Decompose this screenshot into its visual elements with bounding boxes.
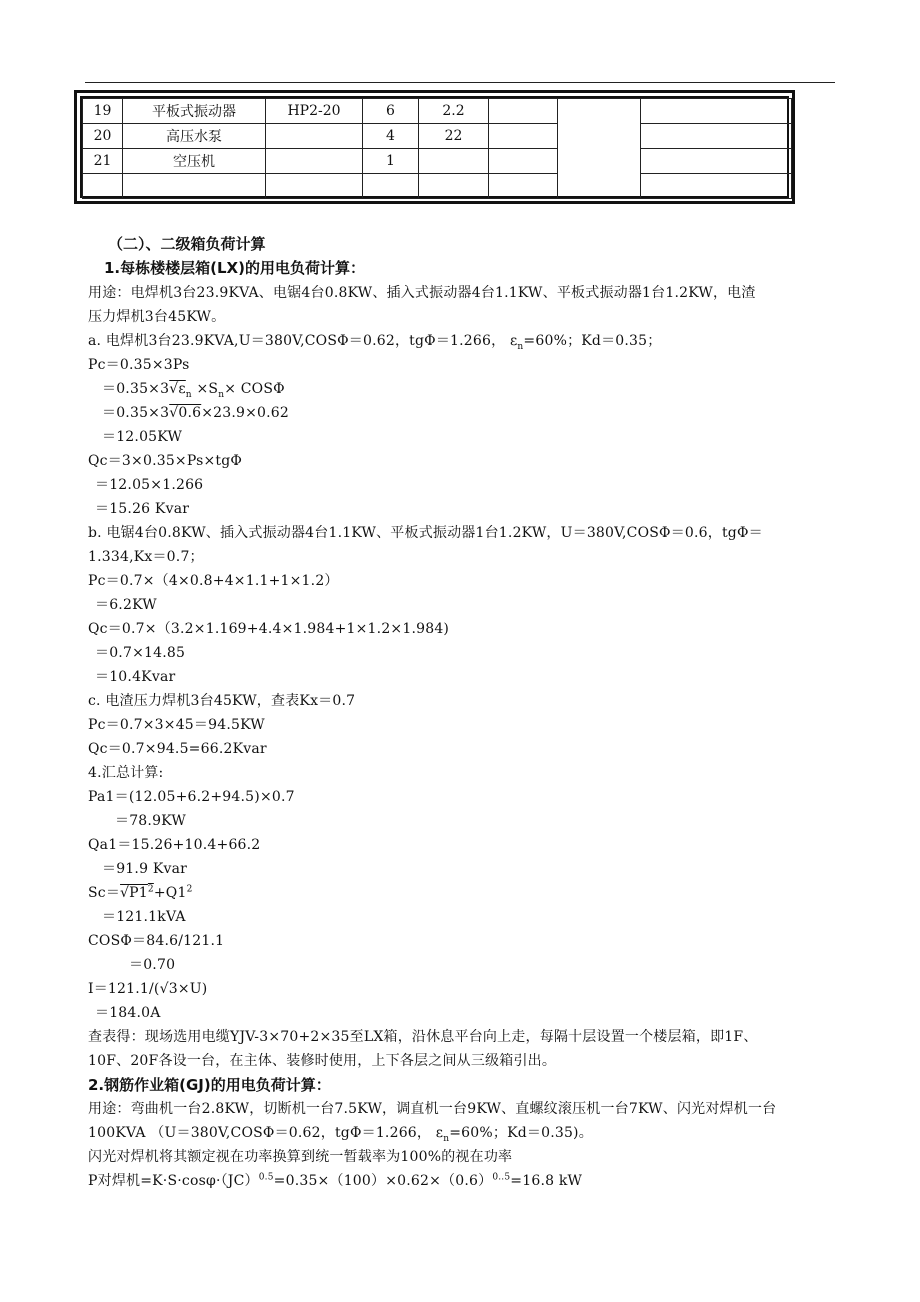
table-cell bbox=[489, 149, 558, 174]
sqrt-term: √ε bbox=[169, 381, 186, 397]
text-line: c. 电渣压力焊机3台45KW，查表Kx＝0.7 bbox=[88, 693, 356, 709]
table-cell: 21 bbox=[83, 149, 123, 174]
table-cell bbox=[641, 174, 792, 199]
table-cell bbox=[266, 149, 363, 174]
text-line: COSΦ＝84.6/121.1 bbox=[88, 933, 225, 949]
table-cell bbox=[123, 174, 266, 199]
table-cell: 2.2 bbox=[419, 99, 489, 124]
text-run: ＝0.35×3 bbox=[102, 381, 170, 397]
text-line: ＝91.9 Kvar bbox=[102, 861, 188, 877]
text-run: ×23.9×0.62 bbox=[201, 405, 290, 421]
text-line: ＝12.05×1.266 bbox=[95, 477, 204, 493]
table-cell bbox=[641, 149, 792, 174]
table-cell bbox=[641, 124, 792, 149]
superscript: 2 bbox=[147, 884, 154, 895]
text-line: 闪光对焊机将其额定视在功率换算到统一暂载率为100%的视在功率 bbox=[88, 1149, 513, 1165]
text-line: ＝184.0A bbox=[95, 1005, 161, 1021]
text-line: 1.334,Kx＝0.7； bbox=[88, 549, 204, 565]
text-line: Qc＝3×0.35×Ps×tgΦ bbox=[88, 453, 243, 469]
table-cell: 高压水泵 bbox=[123, 124, 266, 149]
text-line: ＝12.05KW bbox=[102, 429, 183, 445]
text-line: 10F、20F各设一台，在主体、装修时使用，上下各层之间从三级箱引出。 bbox=[88, 1053, 557, 1069]
text-line: I＝121.1/(√3×U) bbox=[88, 981, 208, 997]
text-line: Pa1＝(12.05+6.2+94.5)×0.7 bbox=[88, 789, 295, 805]
table-cell bbox=[266, 124, 363, 149]
superscript: 0..5 bbox=[492, 1172, 511, 1183]
equipment-table-frame bbox=[74, 90, 795, 204]
text-line: 压力焊机3台45KW。 bbox=[88, 309, 226, 325]
text-line: Pc＝0.7×（4×0.8+4×1.1+1×1.2） bbox=[88, 573, 339, 589]
text-run: =16.8 kW bbox=[510, 1173, 583, 1189]
subsection-title-gj: 2.钢筋作业箱(GJ)的用电负荷计算： bbox=[88, 1076, 331, 1094]
table-cell bbox=[489, 99, 558, 124]
table-row bbox=[83, 124, 792, 149]
subsection-title-lx: 1.每栋楼楼层箱(LX)的用电负荷计算： bbox=[104, 259, 365, 277]
text-line: 查表得：现场选用电缆YJV-3×70+2×35至LX箱，沿休息平台向上走，每隔十层设置一个楼层箱，即1F、 bbox=[88, 1029, 758, 1045]
text-line: Qc＝0.7×94.5=66.2Kvar bbox=[88, 741, 267, 757]
table-cell bbox=[363, 174, 419, 199]
table-cell: 19 bbox=[83, 99, 123, 124]
table-cell bbox=[266, 174, 363, 199]
table-cell: 平板式振动器 bbox=[123, 99, 266, 124]
table-cell-merged bbox=[558, 99, 641, 199]
text-run: ＝0.35×3 bbox=[102, 405, 170, 421]
table-cell bbox=[489, 124, 558, 149]
section-title: （二）、二级箱负荷计算 bbox=[108, 235, 266, 253]
text-line: Pc＝0.35×3Ps bbox=[88, 357, 190, 373]
table-cell: 20 bbox=[83, 124, 123, 149]
text-run: =60%；Kd＝0.35； bbox=[523, 333, 662, 349]
table-cell bbox=[419, 174, 489, 199]
text-line: ＝10.4Kvar bbox=[95, 669, 176, 685]
text-line: 4.汇总计算: bbox=[88, 765, 164, 781]
superscript: 2 bbox=[186, 884, 193, 895]
table-cell bbox=[419, 149, 489, 174]
text-line bbox=[88, 1122, 593, 1144]
subscript: n bbox=[517, 341, 524, 352]
text-run: =0.35×（100）×0.62×（0.6） bbox=[273, 1173, 493, 1189]
text-line: Qc＝0.7×（3.2×1.169+4.4×1.984+1×1.2×1.984) bbox=[88, 621, 450, 637]
text-line bbox=[88, 1170, 582, 1190]
text-line: Qa1＝15.26+10.4+66.2 bbox=[88, 837, 261, 853]
text-run: √P1 bbox=[120, 885, 148, 901]
text-line: ＝0.7×14.85 bbox=[95, 645, 186, 661]
table-cell: 6 bbox=[363, 99, 419, 124]
table-cell: 空压机 bbox=[123, 149, 266, 174]
table-cell bbox=[83, 174, 123, 199]
text-run: 100KVA （U＝380V,COSΦ＝0.62，tgΦ＝1.266， ε bbox=[88, 1125, 444, 1141]
equipment-table-inner bbox=[80, 96, 789, 198]
table-cell: 22 bbox=[419, 124, 489, 149]
text-line bbox=[102, 378, 285, 400]
sqrt-term bbox=[120, 885, 154, 901]
text-line: 用途：电焊机3台23.9KVA、电锯4台0.8KW、插入式振动器4台1.1KW、平板式振动器1台1.2KW，电渣 bbox=[88, 285, 756, 301]
text-run: P对焊机=K·S·cosφ·（JC） bbox=[88, 1173, 259, 1189]
table-cell: 1 bbox=[363, 149, 419, 174]
text-line: b. 电锯4台0.8KW、插入式振动器4台1.1KW、平板式振动器1台1.2KW，U＝380V,COSΦ＝0.6，tgΦ＝ bbox=[88, 525, 763, 541]
subscript: n bbox=[443, 1133, 450, 1144]
table-row bbox=[83, 99, 792, 124]
text-run: +Q1 bbox=[153, 885, 187, 901]
table-cell bbox=[489, 174, 558, 199]
text-run: Sc＝ bbox=[88, 885, 121, 901]
text-line: 用途：弯曲机一台2.8KW，切断机一台7.5KW，调直机一台9KW、直螺纹滚压机一台7KW、闪光对焊机一台 bbox=[88, 1101, 777, 1117]
table-row bbox=[83, 149, 792, 174]
text-line: ＝0.70 bbox=[129, 957, 176, 973]
subscript: n bbox=[218, 389, 225, 400]
table-cell: HP2-20 bbox=[266, 99, 363, 124]
text-run: ×S bbox=[196, 381, 219, 397]
table-row bbox=[83, 174, 792, 199]
superscript: 0.5 bbox=[258, 1172, 274, 1183]
text-line bbox=[102, 402, 289, 422]
text-line bbox=[88, 882, 193, 902]
text-line: ＝78.9KW bbox=[115, 813, 186, 829]
subscript: n bbox=[185, 389, 192, 400]
sqrt-term: √0.6 bbox=[169, 405, 202, 421]
table-cell bbox=[641, 99, 792, 124]
text-run: a. 电焊机3台23.9KVA,U＝380V,COSΦ＝0.62，tgΦ＝1.266， ε bbox=[88, 333, 518, 349]
text-line: ＝6.2KW bbox=[95, 597, 157, 613]
text-line: Pc＝0.7×3×45＝94.5KW bbox=[88, 717, 265, 733]
text-line bbox=[88, 330, 661, 352]
header-rule bbox=[85, 82, 835, 83]
equipment-table bbox=[82, 98, 792, 199]
text-line: ＝15.26 Kvar bbox=[95, 501, 190, 517]
table-cell: 4 bbox=[363, 124, 419, 149]
text-run: =60%；Kd＝0.35)。 bbox=[449, 1125, 593, 1141]
text-line: ＝121.1kVA bbox=[102, 909, 186, 925]
text-run: × COSΦ bbox=[224, 381, 285, 397]
